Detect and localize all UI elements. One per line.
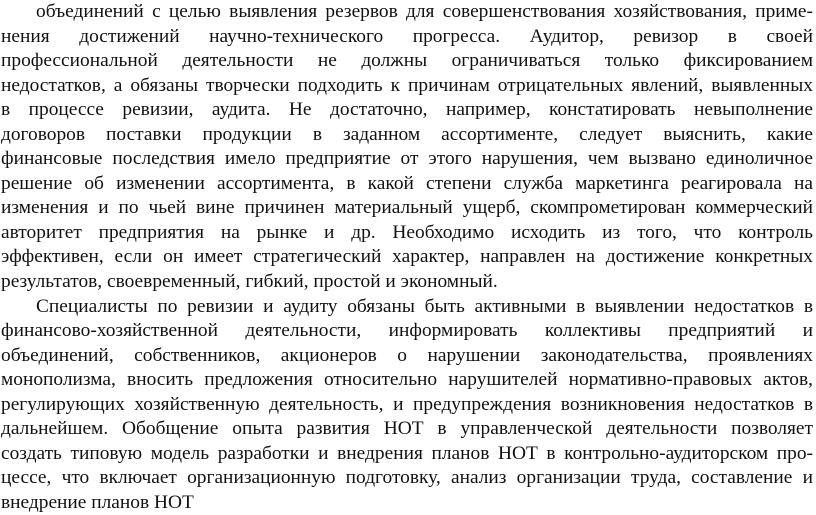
- paragraph-2: [1, 295, 813, 515]
- paragraph-1: [1, 0, 813, 295]
- text-line: недостатков, а обязаны творчески подходить к причинам отрицательных явлений, выявленных: [1, 74, 813, 96]
- text-line: создать типовую модель разработки и внедрения планов НОТ в контрольно-аудиторском про-: [1, 442, 813, 464]
- text-line: объединений с целью выявления резервов для совершенствования хозяйствования, приме-: [36, 1, 813, 22]
- text-line: внедрение планов НОТ: [1, 491, 194, 513]
- text-line: результатов, своевременный, гибкий, простой и экономный.: [1, 271, 498, 293]
- text-line: договоров поставки продукции в заданном ассортименте, следует выяснить, какие: [1, 123, 813, 145]
- text-line: объединений, собственников, акционеров о нарушении законодательства, проявлениях: [1, 344, 813, 366]
- text-line: финансовые последствия имело предприятие от этого нарушения, чем вызвано единоличное: [1, 148, 813, 170]
- text-line: финансово-хозяйственной деятельности, информировать коллективы предприятий и: [1, 320, 813, 342]
- text-line: цессе, что включает организационную подготовку, анализ организации труда, составление и: [1, 467, 813, 489]
- text-line: изменения и по чьей вине причинен материальный ущерб, скомпрометирован коммерческий: [1, 197, 813, 219]
- text-line: авторитет предприятия на рынке и др. Необходимо исходить из того, что контроль: [1, 221, 813, 243]
- text-line: эффективен, если он имеет стратегический характер, направлен на достижение конкретных: [1, 246, 813, 268]
- text-line: дальнейшем. Обобщение опыта развития НОТ в управленческой деятельности позволяет: [1, 418, 813, 440]
- text-line: нения достижений научно-технического прогресса. Аудитор, ревизор в своей: [1, 25, 813, 47]
- text-line: решение об изменении ассортимента, в какой степени служба маркетинга реагировала на: [1, 172, 813, 194]
- text-line: профессиональной деятельности не должны ограничиваться только фиксированием: [1, 50, 813, 72]
- text-line: монополизма, вносить предложения относительно нарушителей нормативно-правовых актов,: [1, 369, 813, 391]
- text-line: Специалисты по ревизии и аудиту обязаны быть активными в выявлении недостатков в: [36, 295, 813, 317]
- text-line: регулирующих хозяйственную деятельность, и предупреждения возникновения недостатков в: [1, 393, 813, 415]
- text-line: в процессе ревизии, аудита. Не достаточно, например, констатировать невыполнение: [1, 99, 813, 121]
